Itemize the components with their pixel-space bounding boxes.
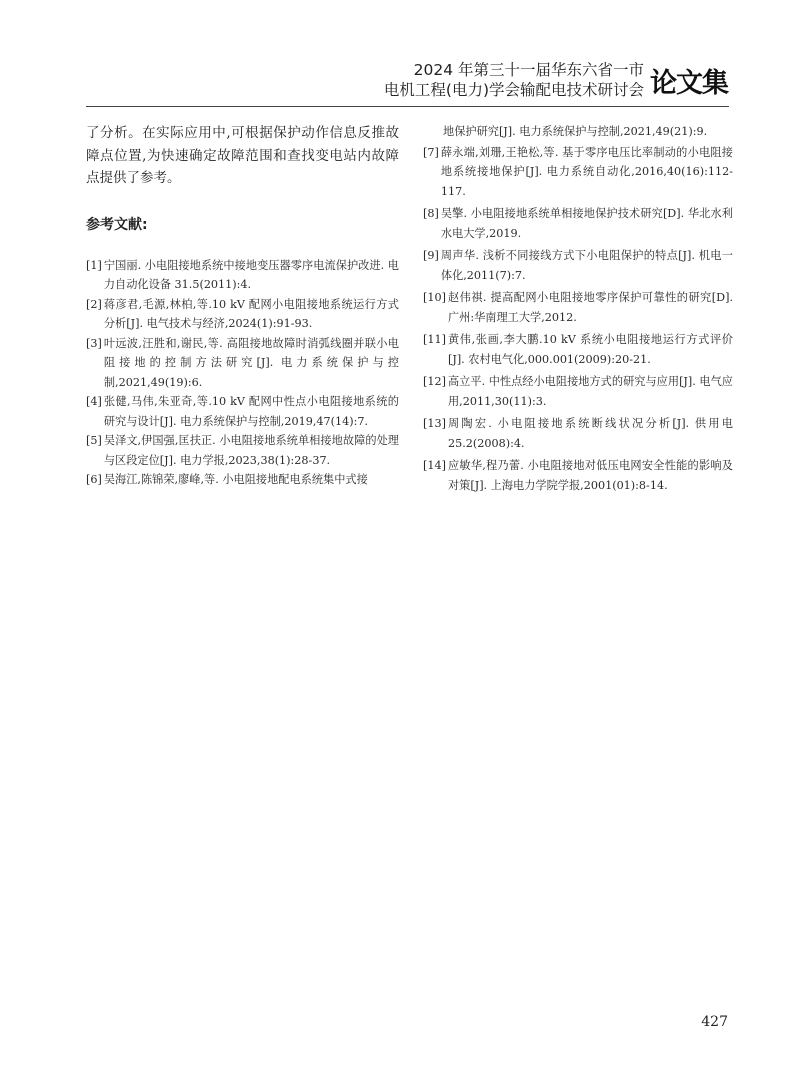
reference-number: [1] xyxy=(86,258,102,272)
reference-number: [3] xyxy=(86,336,102,350)
reference-text: 赵伟祺. 提高配网小电阻接地零序保护可靠性的研究[D]. 广州:华南理工大学,2012. xyxy=(447,291,733,324)
reference-item xyxy=(423,204,733,243)
reference-text: 黄伟,张画,李大鹏.10 kV 系统小电阻接地运行方式评价[J]. 农村电气化,000.001(2009):20-21. xyxy=(447,333,733,366)
page-number: 427 xyxy=(701,1014,728,1030)
reference-item xyxy=(86,295,399,334)
conference-title-line-2: 电机工程(电力)学会输配电技术研讨会 xyxy=(383,81,644,99)
reference-number: [7] xyxy=(423,145,439,159)
reference-number: [2] xyxy=(86,297,102,311)
header-divider xyxy=(86,106,729,107)
reference-text: 吴擎. 小电阻接地系统单相接地保护技术研究[D]. 华北水利水电大学,2019. xyxy=(440,207,733,240)
reference-number: [14] xyxy=(423,459,446,472)
reference-text: 蒋彦君,毛源,林柏,等.10 kV 配网小电阻接地系统运行方式分析[J]. 电气技术与经济,2024(1):91-93. xyxy=(103,297,399,330)
reference-item xyxy=(423,143,733,202)
reference-text: 周陶宏. 小电阻接地系统断线状况分析[J]. 供用电 25.2(2008):4. xyxy=(447,417,733,450)
reference-text: 薛永端,刘珊,王艳松,等. 基于零序电压比率制动的小电阻接地系统接地保护[J]. 电力系统自动化,2016,40(16):112-117. xyxy=(440,145,733,198)
reference-number: [6] xyxy=(86,473,102,486)
reference-text: 张健,马伟,朱亚奇,等.10 kV 配网中性点小电阻接地系统的研究与设计[J]. 电力系统保护与控制,2019,47(14):7. xyxy=(103,395,399,428)
proceedings-label: 论文集 xyxy=(650,67,728,99)
reference-number: [5] xyxy=(86,434,102,447)
reference-item xyxy=(423,288,733,327)
reference-item xyxy=(423,456,733,495)
references-list-left xyxy=(86,256,399,490)
reference-continuation: 地保护研究[J]. 电力系统保护与控制,2021,49(21):9. xyxy=(443,125,708,138)
reference-text: 叶远波,汪胜和,谢民,等. 高阻接地故障时消弧线圈并联小电阻接地的控制方法研究[J]. 电力系统保护与控制,2021,49(19):6. xyxy=(103,336,399,389)
reference-item xyxy=(86,256,399,295)
right-column xyxy=(423,122,733,498)
reference-number: [10] xyxy=(423,291,446,304)
reference-item xyxy=(86,334,399,393)
reference-text: 吴海江,陈锦荣,廖峰,等. 小电阻接地配电系统集中式接 xyxy=(103,473,368,486)
page-header xyxy=(384,60,728,100)
reference-number: [9] xyxy=(423,249,439,262)
conference-title xyxy=(384,60,644,100)
reference-text: 吴泽文,伊国强,匡扶正. 小电阻接地系统单相接地故障的处理与区段定位[J]. 电力学报,2023,38(1):28-37. xyxy=(103,434,399,467)
reference-item xyxy=(423,330,733,369)
reference-item xyxy=(423,414,733,453)
reference-number: [13] xyxy=(423,417,446,430)
reference-text: 高立平. 中性点经小电阻接地方式的研究与应用[J]. 电气应用,2011,30(11):3. xyxy=(447,375,733,408)
reference-number: [11] xyxy=(423,333,446,346)
reference-text: 周声华. 浅析不同接线方式下小电阻保护的特点[J]. 机电一体化,2011(7):7. xyxy=(440,249,733,282)
left-column xyxy=(86,122,399,490)
reference-item xyxy=(86,470,399,490)
reference-item xyxy=(423,372,733,411)
reference-text: 宁国丽. 小电阻接地系统中接地变压器零序电流保护改进. 电力自动化设备 31.5(2011):4. xyxy=(103,258,399,291)
reference-number: [12] xyxy=(423,375,446,388)
references-list-right xyxy=(423,143,733,496)
reference-number: [8] xyxy=(423,207,439,220)
conference-title-line-1: 2024 年第三十一届华东六省一市 xyxy=(413,61,644,79)
reference-text: 应敏华,程乃蕾. 小电阻接地对低压电网安全性能的影响及对策[J]. 上海电力学院学报,2001(01):8-14. xyxy=(447,459,733,492)
references-heading: 参考文献: xyxy=(86,216,148,233)
body-paragraph: 了分析。在实际应用中,可根据保护动作信息反推故障点位置,为快速确定故障范围和查找变电站内故障点提供了参考。 xyxy=(86,125,399,186)
reference-number: [4] xyxy=(86,395,102,408)
reference-item xyxy=(423,246,733,285)
reference-item xyxy=(86,431,399,470)
reference-item xyxy=(86,392,399,431)
